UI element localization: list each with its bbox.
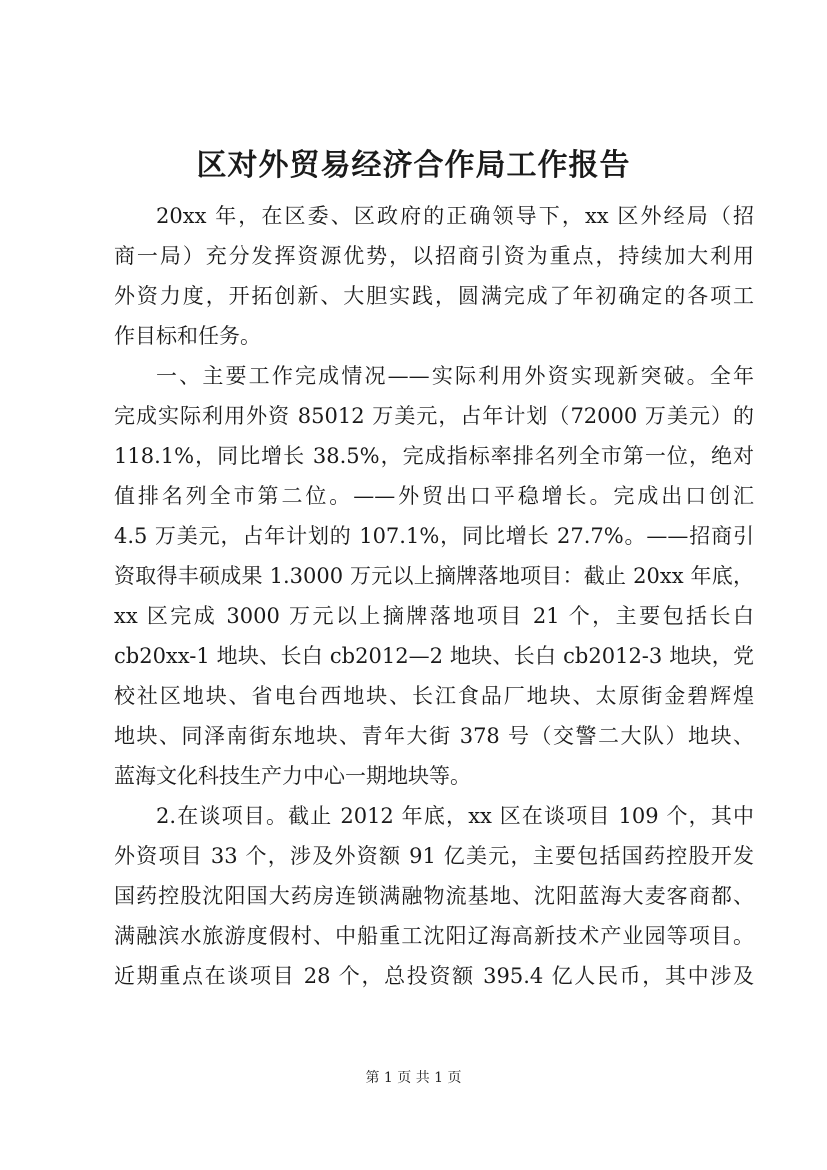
text-line: 一、主要工作完成情况——实际利用外资实现新突破。全年 [156, 364, 754, 388]
text-line: 商一局）充分发挥资源优势，以招商引资为重点，持续加大利用 [114, 244, 754, 268]
paragraph-intro [114, 196, 754, 356]
text-line: xx 区完成 3000 万元以上摘牌落地项目 21 个，主要包括长白 [114, 604, 754, 628]
document-body [114, 196, 754, 996]
text-line: 满融滨水旅游度假村、中船重工沈阳辽海高新技术产业园等项目。 [114, 924, 754, 948]
text-line: 完成实际利用外资 85012 万美元，占年计划（72000 万美元）的 [114, 404, 754, 428]
text-line: 118.1%，同比增长 38.5%，完成指标率排名列全市第一位，绝对 [114, 444, 754, 468]
text-line: 近期重点在谈项目 28 个，总投资额 395.4 亿人民币，其中涉及 [114, 964, 754, 988]
text-line: 资取得丰硕成果 1.3000 万元以上摘牌落地项目：截止 20xx 年底， [114, 564, 754, 588]
text-line: 地块、同泽南街东地块、青年大街 378 号（交警二大队）地块、 [114, 724, 754, 748]
text-line: 2.在谈项目。截止 2012 年底，xx 区在谈项目 109 个，其中 [156, 804, 754, 828]
text-line: 外资力度，开拓创新、大胆实践，圆满完成了年初确定的各项工 [114, 284, 754, 308]
document-title: 区对外贸易经济合作局工作报告 [196, 148, 631, 183]
text-line: 校社区地块、省电台西地块、长江食品厂地块、太原街金碧辉煌 [114, 684, 754, 708]
paragraph-main-work [114, 356, 754, 796]
paragraph-projects [114, 796, 754, 996]
text-line: 外资项目 33 个，涉及外资额 91 亿美元，主要包括国药控股开发 [114, 844, 754, 868]
text-line: 4.5 万美元，占年计划的 107.1%，同比增长 27.7%。——招商引 [114, 524, 754, 548]
page-footer: 第 1 页 共 1 页 [365, 1070, 462, 1086]
text-line: 值排名列全市第二位。——外贸出口平稳增长。完成出口创汇 [114, 484, 754, 508]
text-line: cb20xx-1 地块、长白 cb2012—2 地块、长白 cb2012-3 地块，党 [114, 644, 754, 668]
text-line: 国药控股沈阳国大药房连锁满融物流基地、沈阳蓝海大麦客商都、 [114, 884, 754, 908]
text-line: 20xx 年，在区委、区政府的正确领导下，xx 区外经局（招 [156, 204, 754, 228]
text-line: 作目标和任务。 [114, 324, 261, 348]
text-line: 蓝海文化科技生产力中心一期地块等。 [114, 764, 471, 788]
